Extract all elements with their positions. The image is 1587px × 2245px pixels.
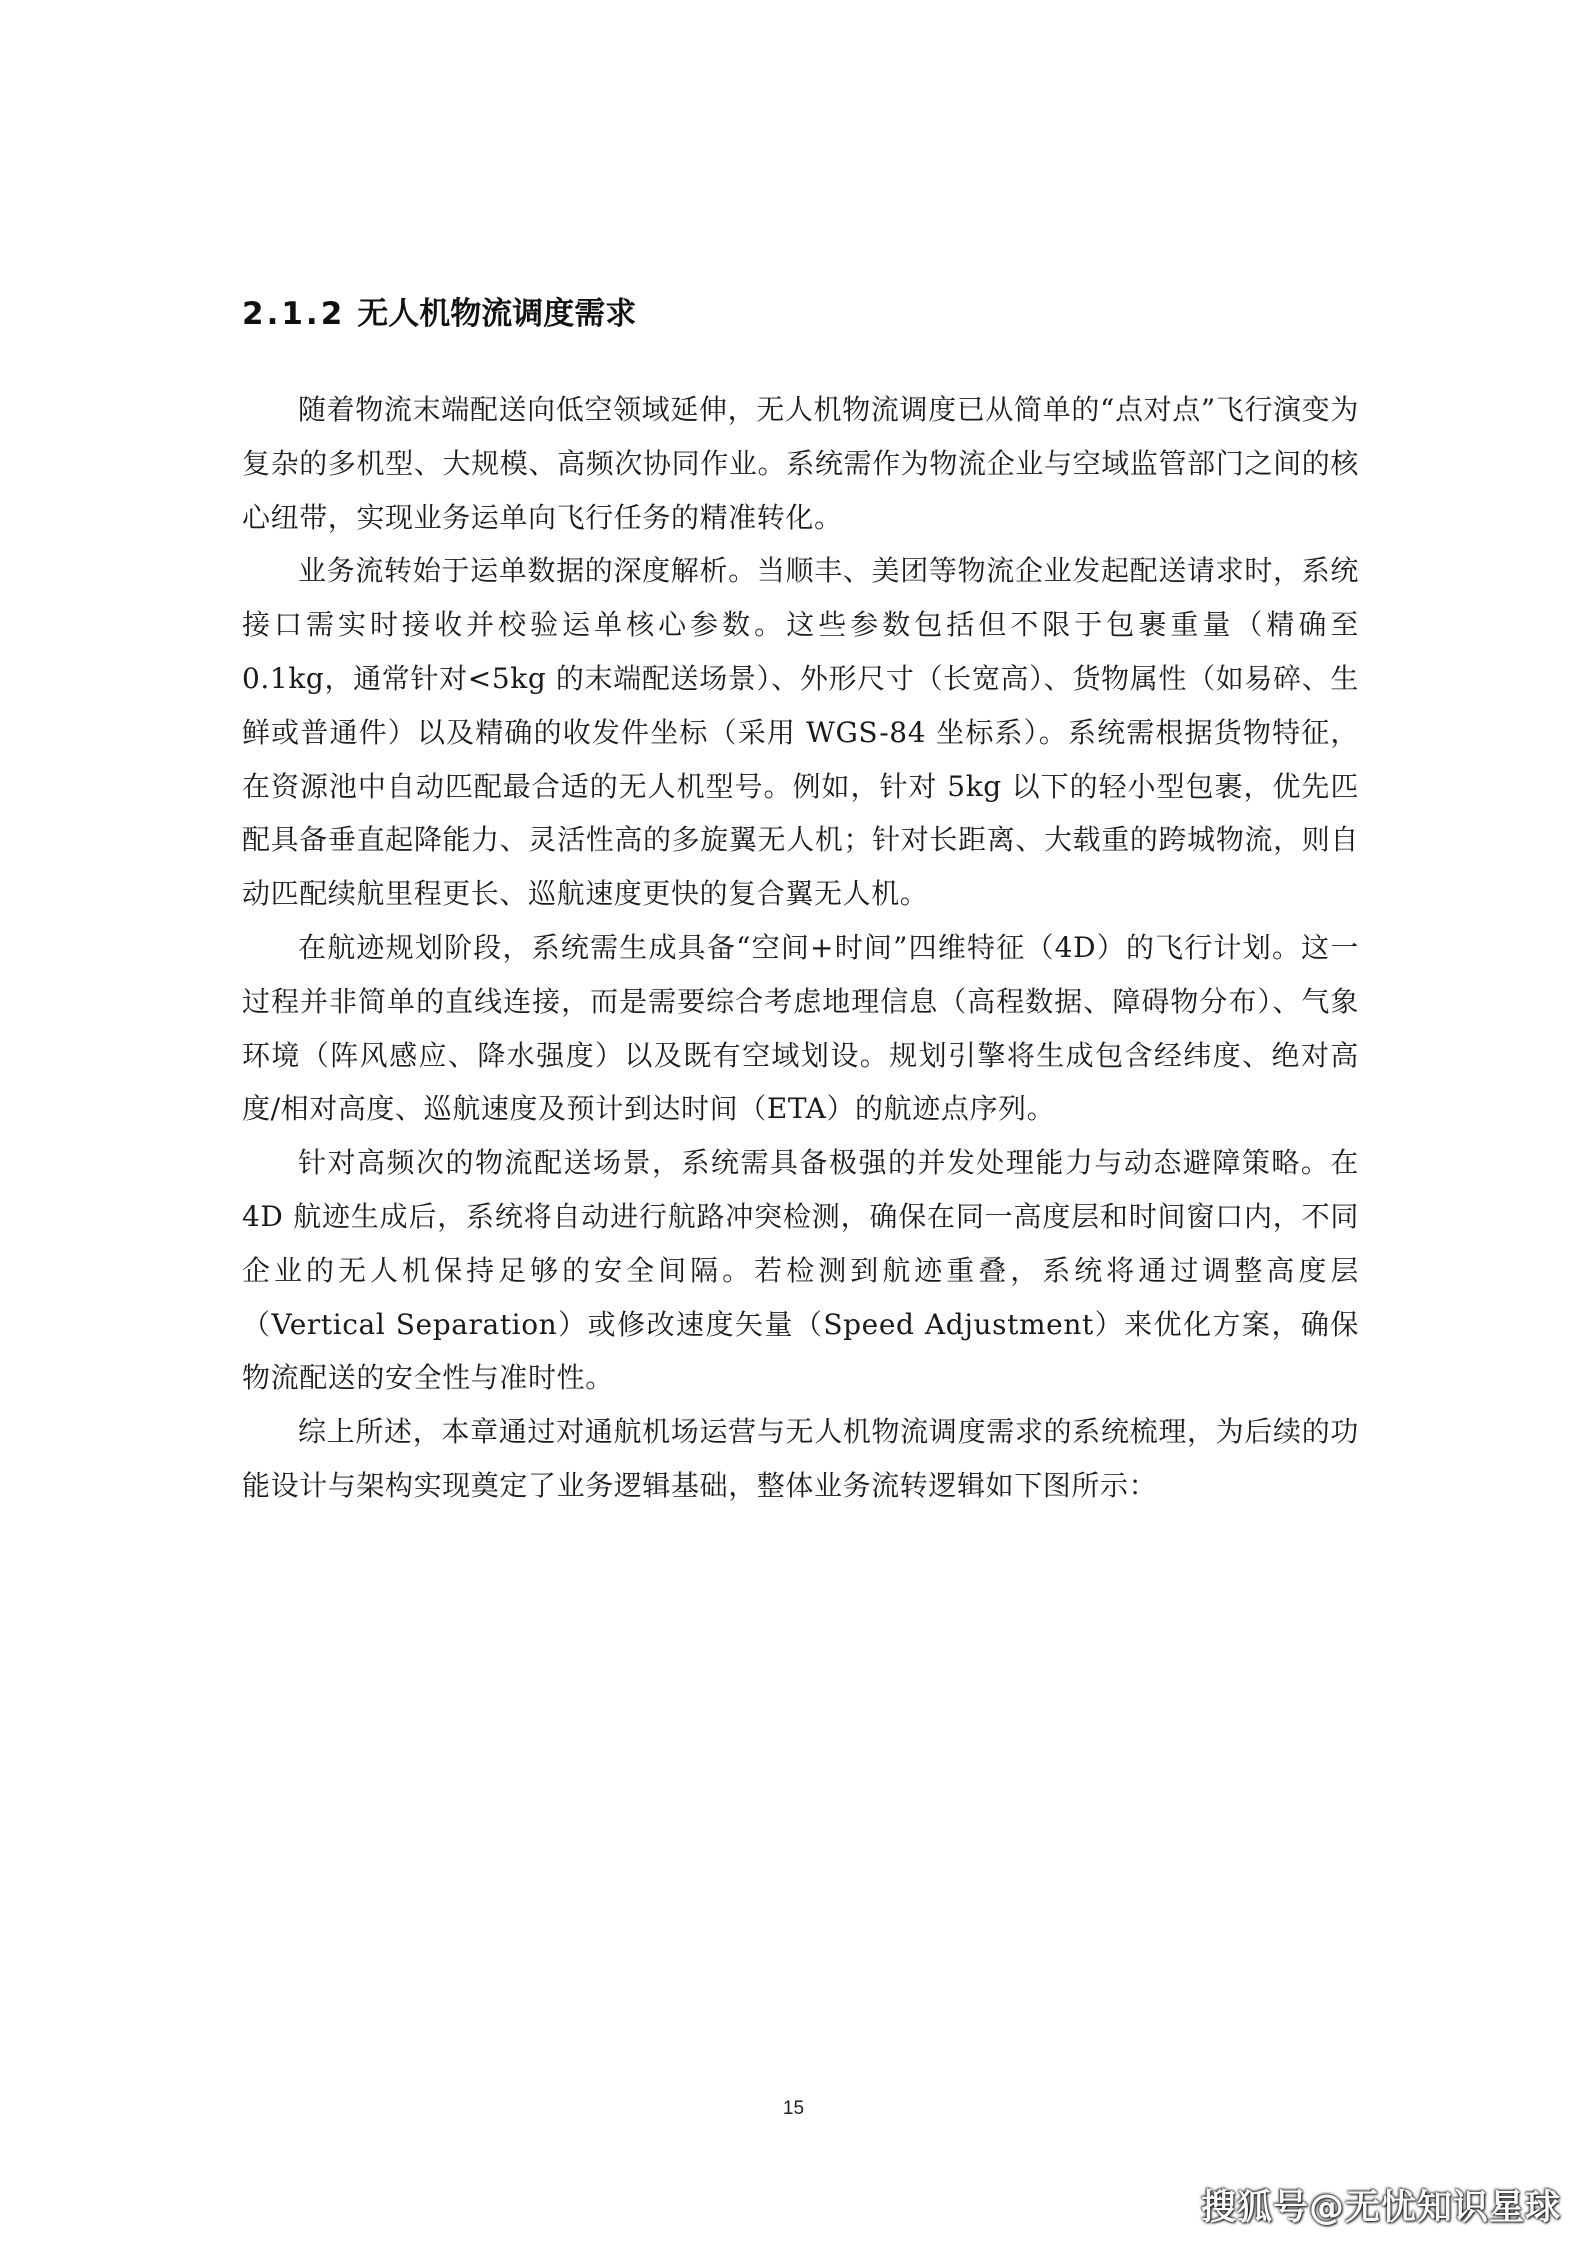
watermark: 搜狐号@无忧知识星球 <box>1200 2188 1561 2228</box>
section-title: 无人机物流调度需求 <box>357 296 637 332</box>
paragraph: 业务流转始于运单数据的深度解析。当顺丰、美团等物流企业发起配送请求时，系统接口需实时接收并校验运单核心参数。这些参数包括但不限于包裹重量（精确至 0.1kg，通常针对<5kg 的末端配送场景）、外形尺寸（长宽高）、货物属性（如易碎、生鲜或普通件）以及精确的收发件坐标（采用 WGS-84 坐标系）。系统需根据货物特征，在资源池中自动匹配最合适的无人机型号。例如，针对 5kg 以下的轻小型包裹，优先匹配具备垂直起降能力、灵活性高的多旋翼无人机；针对长距离、大载重的跨城物流，则自动匹配续航里程更长、巡航速度更快的复合翼无人机。 <box>242 554 1359 911</box>
paragraph: 在航迹规划阶段，系统需生成具备“空间+时间”四维特征（4D）的飞行计划。这一过程并非简单的直线连接，而是需要综合考虑地理信息（高程数据、障碍物分布）、气象环境（阵风感应、降水强度）以及既有空域划设。规划引擎将生成包含经纬度、绝对高度/相对高度、巡航速度及预计到达时间（ETA）的航迹点序列。 <box>242 930 1359 1126</box>
body-text <box>242 383 1359 1513</box>
paragraph: 随着物流末端配送向低空领域延伸，无人机物流调度已从简单的“点对点”飞行演变为复杂的多机型、大规模、高频次协同作业。系统需作为物流企业与空域监管部门之间的核心纽带，实现业务运单向飞行任务的精准转化。 <box>242 393 1359 534</box>
paragraph: 综上所述，本章通过对通航机场运营与无人机物流调度需求的系统梳理，为后续的功能设计与架构实现奠定了业务逻辑基础，整体业务流转逻辑如下图所示： <box>242 1415 1359 1502</box>
section-number: 2.1.2 <box>242 296 346 332</box>
page-number: 15 <box>782 2098 805 2119</box>
section-heading <box>242 292 636 336</box>
paragraph: 针对高频次的物流配送场景，系统需具备极强的并发处理能力与动态避障策略。在 4D 航迹生成后，系统将自动进行航路冲突检测，确保在同一高度层和时间窗口内，不同企业的无人机保持足够的安全间隔。若检测到航迹重叠，系统将通过调整高度层（Vertical Separation）或修改速度矢量（Speed Adjustment）来优化方案，确保物流配送的安全性与准时性。 <box>242 1146 1359 1395</box>
